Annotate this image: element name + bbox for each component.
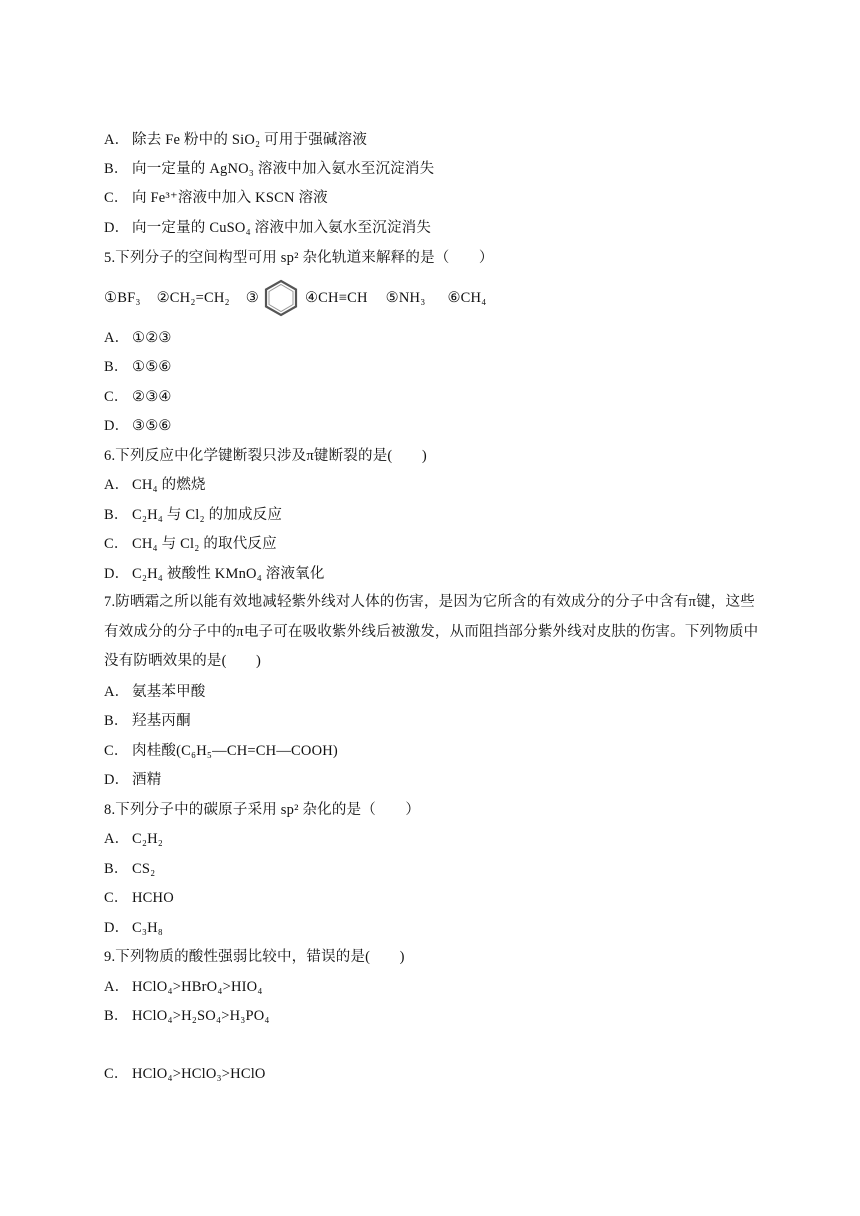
q9-stem: 9.下列物质的酸性强弱比较中，错误的是( ) [104,949,405,965]
q5-formula-3: ③ [245,290,259,306]
q5-stem: 5.下列分子的空间构型可用 sp² 杂化轨道来解释的是（ ） [104,250,494,266]
q5-option-a: A． ①②③ [104,330,172,346]
q7-option-b: B． 羟基丙酮 [104,713,191,729]
q5-option-b: B． ①⑤⑥ [104,359,172,375]
q9-option-b: B． HClO₄>H₂SO₄>H₃PO₄ [104,1008,270,1024]
q8-option-d: D． C₃H₈ [104,920,164,936]
q4-option-b: B． 向一定量的 AgNO₃ 溶液中加入氨水至沉淀消失 [104,161,435,177]
q4-option-a: A． 除去 Fe 粉中的 SiO₂ 可用于强碱溶液 [104,132,368,148]
q6-option-c: C． CH₄ 与 Cl₂ 的取代反应 [104,536,277,552]
q7-option-c: C． 肉桂酸(C₆H₅—CH=CH—COOH) [104,743,338,759]
q5-formula-4: ④CH≡CH [304,290,368,306]
q5-option-d: D． ③⑤⑥ [104,418,172,434]
q8-option-a: A． C₂H₂ [104,831,164,847]
q6-option-b: B． C₂H₄ 与 Cl₂ 的加成反应 [104,507,283,523]
q4-option-d: D． 向一定量的 CuSO₄ 溶液中加入氨水至沉淀消失 [104,220,432,236]
q6-option-a: A． CH₄ 的燃烧 [104,477,206,493]
q7-option-a: A． 氨基苯甲酸 [104,684,206,700]
q7-option-d: D． 酒精 [104,772,162,788]
q6-option-d: D． C₂H₄ 被酸性 KMnO₄ 溶液氧化 [104,566,325,582]
q8-option-c: C． HCHO [104,890,174,906]
q4-option-c: C． 向 Fe³⁺溶液中加入 KSCN 溶液 [104,190,328,206]
q8-stem: 8.下列分子中的碳原子采用 sp² 杂化的是（ ） [104,802,421,818]
q5-formula-2: ②CH₂=CH₂ [156,290,230,306]
q5-option-c: C． ②③④ [104,389,172,405]
q5-formula-6: ⑥CH₄ [447,290,487,306]
q9-option-c: C． HClO₄>HClO₃>HClO [104,1066,266,1082]
q6-stem: 6.下列反应中化学键断裂只涉及π键断裂的是( ) [104,448,427,464]
q5-formula-1: ①BF₃ [104,290,141,306]
q9-option-a: A． HClO₄>HBrO₄>HIO₄ [104,979,263,995]
q8-option-b: B． CS₂ [104,861,156,877]
benzene-ring-icon [261,278,301,318]
q5-formula-5: ⑤NH₃ [385,290,426,306]
q5-formula-row [104,278,502,318]
q7-stem: 7.防晒霜之所以能有效地减轻紫外线对人体的伤害，是因为它所含的有效成分的分子中含有π键，这些有效成分的分子中的π电子可在吸收紫外线后被激发，从而阻挡部分紫外线对皮肤的伤害。下列物质中没有防晒效果的是( ) [104,594,759,669]
